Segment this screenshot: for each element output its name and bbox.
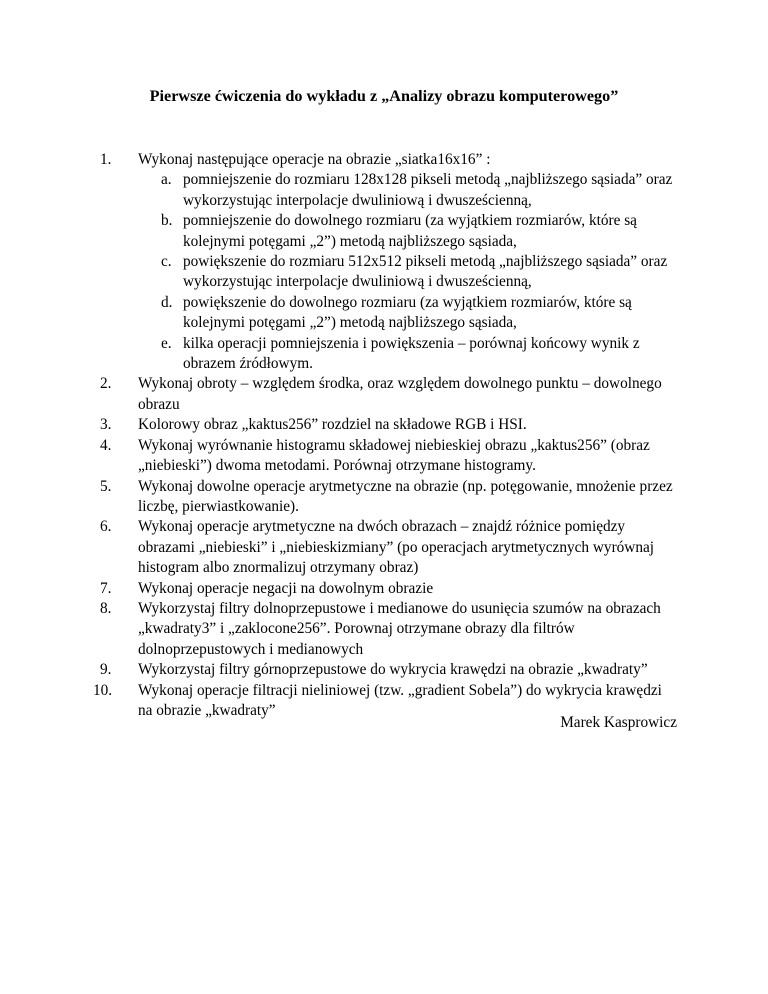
sub-text: pomniejszenie do dowolnego rozmiaru (za wyjątkiem rozmiarów, które są kolejnymi potęgami „2”) metodą najbliższego sąsiada, [183,212,637,250]
item-number: 3. [100,416,112,434]
item-number: 7. [100,579,112,597]
item-text: Wykonaj wyrównanie histogramu składowej niebieskiej obrazu „kaktus256” (obraz „niebieski”) dwoma metodami. Porównaj otrzymane histogramy. [138,436,650,475]
item-text: Kolorowy obraz „kaktus256” rozdziel na składowe RGB i HSI. [138,416,527,434]
list-item [0,660,678,680]
list-item [0,374,678,415]
list-item [0,579,678,599]
exercise-list [0,150,768,721]
item-text: Wykorzystaj filtry górnoprzepustowe do wykrycia krawędzi na obrazie „kwadraty” [138,661,648,679]
list-item [0,477,678,518]
item-number: 9. [100,661,112,679]
item-text: Wykonaj operacje negacji na dowolnym obrazie [138,579,434,597]
item-text: Wykonaj operacje arytmetyczne na dwóch obrazach – znajdź różnice pomiędzy obrazami „niebieski” i „niebieskizmiany” (po operacjach arytmetycznych wyrównaj histogram albo znormalizuj otrzymany obraz) [138,518,655,577]
author-name: Marek Kasprowicz [560,714,677,731]
sub-text: powiększenie do rozmiaru 512x512 pikseli metodą „najbliższego sąsiada” oraz wykorzystując interpolacje dwuliniową i dwusześcienną, [183,253,668,291]
item-text: Wykonaj dowolne operacje arytmetyczne na obrazie (np. potęgowanie, mnożenie przez liczbę, pierwiastkowanie). [138,477,673,515]
sub-list [138,170,678,374]
sub-letter: a. [161,171,172,189]
list-item [0,415,678,435]
list-item [0,436,678,477]
item-number: 6. [100,518,112,536]
item-number: 1. [100,151,112,168]
sub-letter: d. [161,293,173,311]
item-number: 10. [93,681,113,699]
list-item [0,150,678,374]
sub-item [161,211,678,252]
item-text: Wykonaj obroty – względem środka, oraz względem dowolnego punktu – dowolnego obrazu [138,375,662,413]
sub-item [161,170,678,211]
item-number: 2. [100,375,112,393]
sub-letter: b. [161,212,173,230]
sub-text: powiększenie do dowolnego rozmiaru (za wyjątkiem rozmiarów, które są kolejnymi potęgami „2”) metodą najbliższego sąsiada, [183,293,632,332]
list-item [0,599,678,660]
document-title: Pierwsze ćwiczenia do wykładu z „Analizy obrazu komputerowego” [149,87,619,105]
item-text: Wykorzystaj filtry dolnoprzepustowe i medianowe do usunięcia szumów na obrazach „kwadraty3” i „zaklocone256”. Porownaj otrzymane obrazy dla filtrów dolnoprzepustowych i medianowych [138,599,661,658]
sub-item [161,293,678,334]
sub-letter: c. [161,253,172,271]
sub-item [161,334,678,375]
item-number: 4. [100,436,112,454]
list-item [0,517,678,578]
item-number: 5. [100,477,112,495]
sub-letter: e. [161,334,172,352]
item-text: Wykonaj następujące operacje na obrazie „siatka16x16” : [138,151,491,168]
sub-text: kilka operacji pomniejszenia i powiększenia – porównaj końcowy wynik z obrazem źródłowym. [183,334,640,373]
sub-item [161,252,678,293]
item-text: Wykonaj operacje filtracji nieliniowej (tzw. „gradient Sobela”) do wykrycia krawędzi na obrazie „kwadraty” [138,681,662,719]
item-number: 8. [100,599,112,617]
sub-text: pomniejszenie do rozmiaru 128x128 pikseli metodą „najbliższego sąsiada” oraz wykorzystując interpolacje dwuliniową i dwusześcienną, [183,171,673,209]
